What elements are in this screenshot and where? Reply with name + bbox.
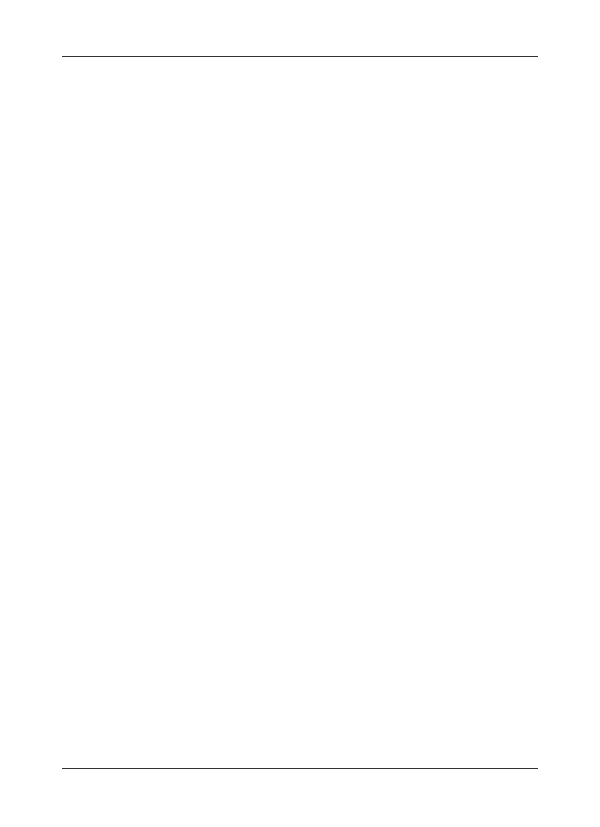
toc-content [62,66,538,92]
footer-rule [62,768,538,769]
header-rule [62,56,538,57]
